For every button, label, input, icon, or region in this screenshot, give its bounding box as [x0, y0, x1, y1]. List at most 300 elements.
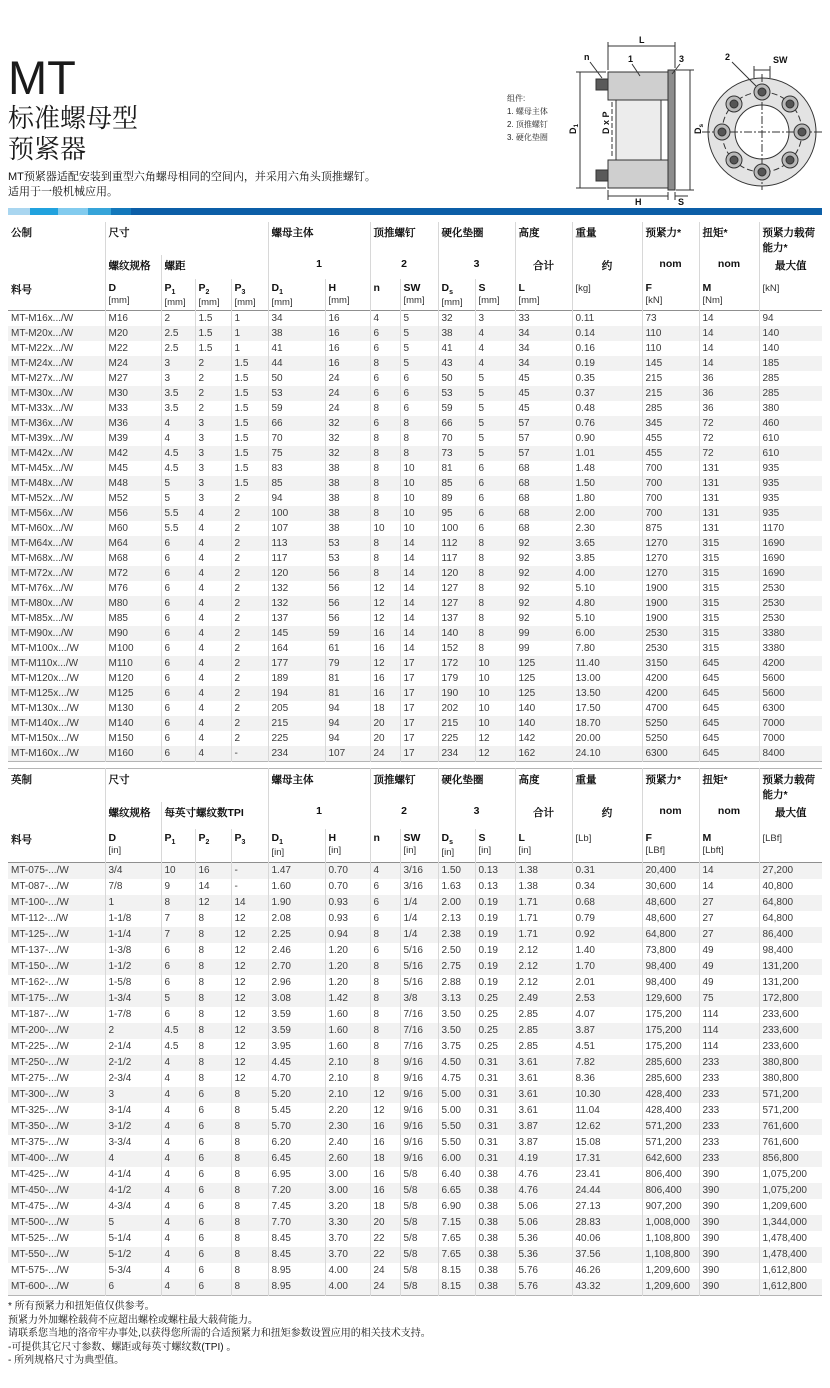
table-cell: 4-1/4	[105, 1167, 161, 1183]
table-cell: 16	[370, 1167, 400, 1183]
table-cell: 16	[370, 626, 400, 641]
table-cell: 6	[370, 943, 400, 959]
table-cell: 2.00	[572, 506, 642, 521]
table-cell: 1-3/8	[105, 943, 161, 959]
table-cell: 2.5	[161, 326, 195, 341]
table-cell: 81	[325, 686, 370, 701]
table-cell: 3/4	[105, 862, 161, 879]
group-washer: 硬化垫圈	[438, 222, 515, 255]
table-cell: 9/16	[400, 1135, 438, 1151]
table-cell: 6	[161, 701, 195, 716]
column-header: D [mm]	[105, 279, 161, 310]
table-cell: 15.08	[572, 1135, 642, 1151]
table-cell: 5	[161, 491, 195, 506]
table-cell: MT-M56x.../W	[8, 506, 105, 521]
subgroup-capacity-max: 最大值	[775, 260, 807, 272]
table-row	[8, 943, 822, 959]
accent-bar-segment	[58, 208, 88, 215]
table-cell: 70	[438, 431, 475, 446]
table-cell: 189	[268, 671, 325, 686]
table-cell: 0.79	[572, 911, 642, 927]
table-cell: 14	[699, 310, 759, 326]
table-cell: 6	[161, 671, 195, 686]
table-cell: 390	[699, 1247, 759, 1263]
table-cell: 5.10	[572, 611, 642, 626]
table-cell: 8	[370, 506, 400, 521]
table-cell: 1.20	[325, 943, 370, 959]
table-cell: 2.85	[515, 1039, 572, 1055]
table-cell: 56	[325, 566, 370, 581]
table-cell: MT-475-.../W	[8, 1199, 105, 1215]
table-cell: 4	[161, 1183, 195, 1199]
table-cell: 7	[161, 927, 195, 943]
table-cell: 8.45	[268, 1231, 325, 1247]
table-cell: 4	[475, 326, 515, 341]
table-cell: MT-300-.../W	[8, 1087, 105, 1103]
table-cell: 2.00	[438, 895, 475, 911]
table-cell: 10	[400, 461, 438, 476]
table-cell: 5/8	[400, 1279, 438, 1296]
table-cell: 2.25	[268, 927, 325, 943]
table-cell: 7/16	[400, 1039, 438, 1055]
table-cell: 0.38	[475, 1231, 515, 1247]
table-cell: 4	[195, 716, 231, 731]
subgroup-preload-nom: nom	[642, 802, 699, 829]
table-cell: 380	[762, 402, 780, 414]
table-cell: 1,008,000	[642, 1215, 699, 1231]
table-row	[8, 581, 822, 596]
table-cell: 12	[231, 959, 268, 975]
table-cell: 40.06	[572, 1231, 642, 1247]
table-cell: 645	[699, 671, 759, 686]
table-cell: 0.31	[475, 1071, 515, 1087]
table-cell: 6	[195, 1087, 231, 1103]
table-cell: M68	[105, 551, 161, 566]
table-cell: 0.38	[475, 1183, 515, 1199]
table-cell: 6	[161, 551, 195, 566]
table-cell: 95	[438, 506, 475, 521]
table-cell: 4.75	[438, 1071, 475, 1087]
table-cell: 8	[195, 911, 231, 927]
table-cell: 0.38	[475, 1215, 515, 1231]
table-row	[8, 521, 822, 536]
table-cell: 6	[161, 716, 195, 731]
table-cell: 0.76	[572, 416, 642, 431]
table-cell: 8	[475, 536, 515, 551]
table-cell: MT-125-.../W	[8, 927, 105, 943]
table-cell: 23.41	[572, 1167, 642, 1183]
table-cell: 3.70	[325, 1247, 370, 1263]
table-cell: 12	[370, 596, 400, 611]
table-cell: 390	[699, 1215, 759, 1231]
group-capacity: 预紧力载荷能力*	[762, 227, 815, 254]
subgroup-weight-approx: 约	[572, 255, 642, 279]
table-cell: 234	[268, 746, 325, 762]
table-cell: MT-M20x.../W	[8, 326, 105, 341]
table-cell: 5-1/4	[105, 1231, 161, 1247]
table-cell: M72	[105, 566, 161, 581]
table-cell: 6	[195, 1135, 231, 1151]
table-cell: 4	[161, 1071, 195, 1087]
table-cell: 4	[161, 1119, 195, 1135]
table-cell: 12	[370, 611, 400, 626]
table-cell: 92	[515, 551, 572, 566]
accent-bar-segment	[131, 208, 822, 215]
table-cell: 12	[231, 911, 268, 927]
table-cell: 5.76	[515, 1279, 572, 1296]
table-cell: 5.06	[515, 1215, 572, 1231]
table-cell: 2	[231, 641, 268, 656]
table-cell: 92	[515, 536, 572, 551]
table-cell: 8	[370, 431, 400, 446]
table-cell: 2	[195, 356, 231, 371]
section-label: 公制	[8, 222, 105, 255]
table-cell: 8	[231, 1103, 268, 1119]
table-cell: 114	[699, 1007, 759, 1023]
table-cell: 36	[699, 371, 759, 386]
table-cell: 131	[699, 461, 759, 476]
table-cell: 3	[475, 310, 515, 326]
table-cell: 92	[515, 566, 572, 581]
table-cell: 8	[370, 551, 400, 566]
table-cell: 7	[161, 911, 195, 927]
table-cell: 1900	[642, 596, 699, 611]
table-row	[8, 401, 822, 416]
table-cell: M22	[105, 341, 161, 356]
table-cell: 4	[475, 356, 515, 371]
table-cell: 6	[161, 581, 195, 596]
column-header: L [mm]	[515, 279, 572, 310]
table-cell: 61	[325, 641, 370, 656]
table-cell: 9/16	[400, 1151, 438, 1167]
table-cell: 315	[699, 581, 759, 596]
table-cell: 6	[161, 641, 195, 656]
table-cell: 132	[268, 596, 325, 611]
table-cell: 7.80	[572, 641, 642, 656]
table-row	[8, 1167, 822, 1183]
table-cell: 202	[438, 701, 475, 716]
table-row	[8, 1215, 822, 1231]
table-cell: 5/8	[400, 1231, 438, 1247]
table-cell: 5/8	[400, 1263, 438, 1279]
table-row	[8, 566, 822, 581]
table-cell: 2	[231, 701, 268, 716]
table-cell: 145	[268, 626, 325, 641]
column-header: $D_s$ [in]	[438, 829, 475, 862]
table-cell: 125	[515, 656, 572, 671]
table-cell: 3-1/2	[105, 1119, 161, 1135]
table-cell: 2	[231, 551, 268, 566]
table-cell: 0.31	[475, 1135, 515, 1151]
table-cell: 5.06	[515, 1199, 572, 1215]
table-cell: 24	[370, 1279, 400, 1296]
group-torque: 扭矩*	[699, 222, 759, 255]
dim-label-H: H	[635, 197, 642, 206]
imperial-table-header	[8, 769, 822, 863]
table-cell: 18.70	[572, 716, 642, 731]
table-row	[8, 716, 822, 731]
table-cell: 53	[438, 386, 475, 401]
table-cell: 18	[370, 1199, 400, 1215]
table-cell: 64,800	[762, 896, 794, 908]
table-cell: 1.5	[231, 371, 268, 386]
table-cell: 2	[231, 506, 268, 521]
table-cell: 17	[400, 731, 438, 746]
table-cell: MT-500-.../W	[8, 1215, 105, 1231]
table-cell: 24.10	[572, 746, 642, 762]
table-cell: 7/16	[400, 1023, 438, 1039]
table-row	[8, 641, 822, 656]
table-cell: 17	[400, 656, 438, 671]
table-cell: 6	[475, 521, 515, 536]
table-cell: M85	[105, 611, 161, 626]
table-cell: 0.90	[572, 431, 642, 446]
dim-label-DxP: D x P	[601, 111, 611, 134]
table-cell: 8	[231, 1279, 268, 1296]
table-cell: 1.5	[195, 341, 231, 356]
table-row	[8, 1055, 822, 1071]
table-cell: 18	[370, 701, 400, 716]
table-cell: 8	[475, 551, 515, 566]
table-cell: 0.31	[475, 1087, 515, 1103]
dim-label-n: n	[584, 52, 590, 62]
table-cell: 12	[231, 991, 268, 1007]
table-cell: 2.60	[325, 1151, 370, 1167]
table-cell: M33	[105, 401, 161, 416]
table-cell: 5/16	[400, 975, 438, 991]
group-weight: 重量	[572, 222, 642, 255]
table-cell: 5	[475, 416, 515, 431]
table-row	[8, 1151, 822, 1167]
column-header: $D_1$ [in]	[268, 829, 325, 862]
table-cell: 8	[370, 975, 400, 991]
table-cell: 8	[195, 959, 231, 975]
footnote-line: 请联系您当地的洛帝牢办事处,以获得您所需的合适预紧力和扭矩参数设置应用的相关技术支持。	[8, 1328, 431, 1339]
table-cell: 233	[699, 1151, 759, 1167]
table-row	[8, 386, 822, 401]
table-cell: 5	[161, 991, 195, 1007]
table-row	[8, 1103, 822, 1119]
table-cell: 24	[325, 386, 370, 401]
table-cell: 45	[515, 401, 572, 416]
table-cell: 8	[370, 491, 400, 506]
table-cell: 114	[699, 1039, 759, 1055]
table-cell: 9/16	[400, 1087, 438, 1103]
table-cell: 4	[161, 1279, 195, 1296]
table-cell: 113	[268, 536, 325, 551]
table-cell: 6.45	[268, 1151, 325, 1167]
table-cell: M76	[105, 581, 161, 596]
table-row	[8, 371, 822, 386]
table-cell: M90	[105, 626, 161, 641]
table-cell: 215	[642, 371, 699, 386]
table-cell: MT-325-.../W	[8, 1103, 105, 1119]
column-header: H [in]	[325, 829, 370, 862]
table-cell: 20,400	[642, 862, 699, 879]
table-cell: 2530	[642, 626, 699, 641]
table-cell: 10	[475, 656, 515, 671]
table-cell: 8	[400, 431, 438, 446]
diagram-front-view	[702, 62, 822, 190]
table-cell: 0.19	[475, 959, 515, 975]
table-cell: 72	[699, 431, 759, 446]
table-cell: 3.87	[515, 1135, 572, 1151]
table-cell: MT-112-.../W	[8, 911, 105, 927]
table-cell: 57	[515, 416, 572, 431]
table-cell: 6	[161, 943, 195, 959]
group-nut-body: 螺母主体	[268, 222, 370, 255]
table-cell: 75	[699, 991, 759, 1007]
table-cell: 8	[195, 1055, 231, 1071]
table-cell: 12	[231, 1007, 268, 1023]
table-cell: 17.50	[572, 701, 642, 716]
table-cell: 3/16	[400, 879, 438, 895]
table-cell: 6	[161, 566, 195, 581]
table-cell: 12.62	[572, 1119, 642, 1135]
table-cell: 6	[161, 1007, 195, 1023]
table-cell: 2530	[642, 641, 699, 656]
table-cell: 5.50	[438, 1119, 475, 1135]
table-cell: 8	[475, 566, 515, 581]
table-cell: 4	[161, 1167, 195, 1183]
table-cell: 234	[438, 746, 475, 762]
table-cell: 7.65	[438, 1247, 475, 1263]
table-cell: 1.5	[231, 476, 268, 491]
table-cell: 68	[515, 521, 572, 536]
table-cell: 935	[762, 492, 780, 504]
table-cell: 1,612,800	[762, 1264, 807, 1276]
table-cell: 64,800	[642, 927, 699, 943]
table-cell: 10.30	[572, 1087, 642, 1103]
table-cell: 4200	[762, 657, 785, 669]
table-cell: 2.01	[572, 975, 642, 991]
table-cell: 8400	[762, 747, 785, 759]
table-cell: 49	[699, 975, 759, 991]
table-cell: 390	[699, 1279, 759, 1296]
table-cell: 100	[438, 521, 475, 536]
subgroup-thread-spec: 螺纹规格	[105, 255, 161, 279]
table-cell: 3	[195, 491, 231, 506]
table-cell: 610	[762, 432, 780, 444]
table-cell: 107	[325, 746, 370, 762]
table-cell: 57	[515, 431, 572, 446]
table-cell: 98,400	[642, 959, 699, 975]
table-cell: 4	[161, 1103, 195, 1119]
legend-item-3: 3. 硬化垫圈	[507, 133, 548, 142]
column-header: S [in]	[475, 829, 515, 862]
table-cell: MT-M48x.../W	[8, 476, 105, 491]
table-cell: 0.38	[475, 1199, 515, 1215]
table-cell: 129,600	[642, 991, 699, 1007]
table-cell: 1,108,800	[642, 1247, 699, 1263]
table-cell: 131	[699, 521, 759, 536]
table-cell: 7.70	[268, 1215, 325, 1231]
table-cell: 16	[370, 641, 400, 656]
table-cell: 8	[161, 895, 195, 911]
table-row	[8, 895, 822, 911]
table-row	[8, 862, 822, 879]
table-cell: 13.00	[572, 671, 642, 686]
table-cell: 1900	[642, 611, 699, 626]
table-cell: 907,200	[642, 1199, 699, 1215]
subgroup-jack-screw-no: 2	[370, 802, 438, 829]
column-header: $D_1$ [mm]	[268, 279, 325, 310]
table-cell: 3	[195, 416, 231, 431]
table-cell: 1,612,800	[762, 1280, 807, 1292]
group-jack-screw: 顶推螺钉	[370, 222, 438, 255]
table-cell: 0.14	[572, 326, 642, 341]
table-cell: 34	[515, 356, 572, 371]
page-subtitle-line1: 标准螺母型	[8, 103, 139, 133]
table-cell: M42	[105, 446, 161, 461]
table-cell: 935	[762, 507, 780, 519]
table-cell: 8	[195, 1007, 231, 1023]
table-cell: 92	[515, 581, 572, 596]
table-cell: 2.49	[515, 991, 572, 1007]
dim-label-SW: SW	[773, 55, 788, 65]
table-cell: 1	[105, 895, 161, 911]
table-cell: 22	[370, 1231, 400, 1247]
page-subtitle	[8, 103, 138, 165]
table-cell: 1	[231, 326, 268, 341]
table-cell: 8	[195, 943, 231, 959]
table-cell: 5-1/2	[105, 1247, 161, 1263]
table-cell: 2	[231, 671, 268, 686]
table-cell: 16	[325, 341, 370, 356]
table-cell: M52	[105, 491, 161, 506]
table-cell: 390	[699, 1167, 759, 1183]
table-cell: 6.40	[438, 1167, 475, 1183]
footnote-line: - 所列规格尺寸为典型值。	[8, 1355, 125, 1366]
table-cell: 8	[370, 356, 400, 371]
table-cell: 2.13	[438, 911, 475, 927]
table-cell: 3-1/4	[105, 1103, 161, 1119]
table-cell: 2.53	[572, 991, 642, 1007]
table-cell: 315	[699, 596, 759, 611]
table-cell: 142	[515, 731, 572, 746]
table-cell: 131	[699, 506, 759, 521]
table-cell: 100	[268, 506, 325, 521]
table-cell: 8	[231, 1231, 268, 1247]
table-cell: 7.65	[438, 1231, 475, 1247]
table-cell: 6	[370, 895, 400, 911]
table-cell: 1.01	[572, 446, 642, 461]
table-cell: 12	[231, 1071, 268, 1087]
table-cell: 4	[161, 1215, 195, 1231]
column-header: $P_2$	[195, 829, 231, 862]
subgroup-thread-spec: 螺纹规格	[105, 802, 161, 829]
table-cell: 33	[515, 310, 572, 326]
table-cell: 22	[370, 1247, 400, 1263]
table-cell: 13.50	[572, 686, 642, 701]
table-cell: 194	[268, 686, 325, 701]
table-cell: 2	[231, 686, 268, 701]
table-cell: 6	[475, 506, 515, 521]
table-cell: 0.19	[475, 975, 515, 991]
table-cell: MT-425-.../W	[8, 1167, 105, 1183]
table-cell: 56	[325, 596, 370, 611]
table-cell: 390	[699, 1263, 759, 1279]
table-cell: 24	[370, 1263, 400, 1279]
table-cell: 14	[400, 611, 438, 626]
column-header: 料号	[8, 279, 105, 310]
subgroup-weight-approx: 约	[572, 802, 642, 829]
table-cell: 1690	[762, 552, 785, 564]
table-row	[8, 1231, 822, 1247]
table-cell: 9	[161, 879, 195, 895]
table-cell: 3/8	[400, 991, 438, 1007]
table-cell: 8	[400, 416, 438, 431]
